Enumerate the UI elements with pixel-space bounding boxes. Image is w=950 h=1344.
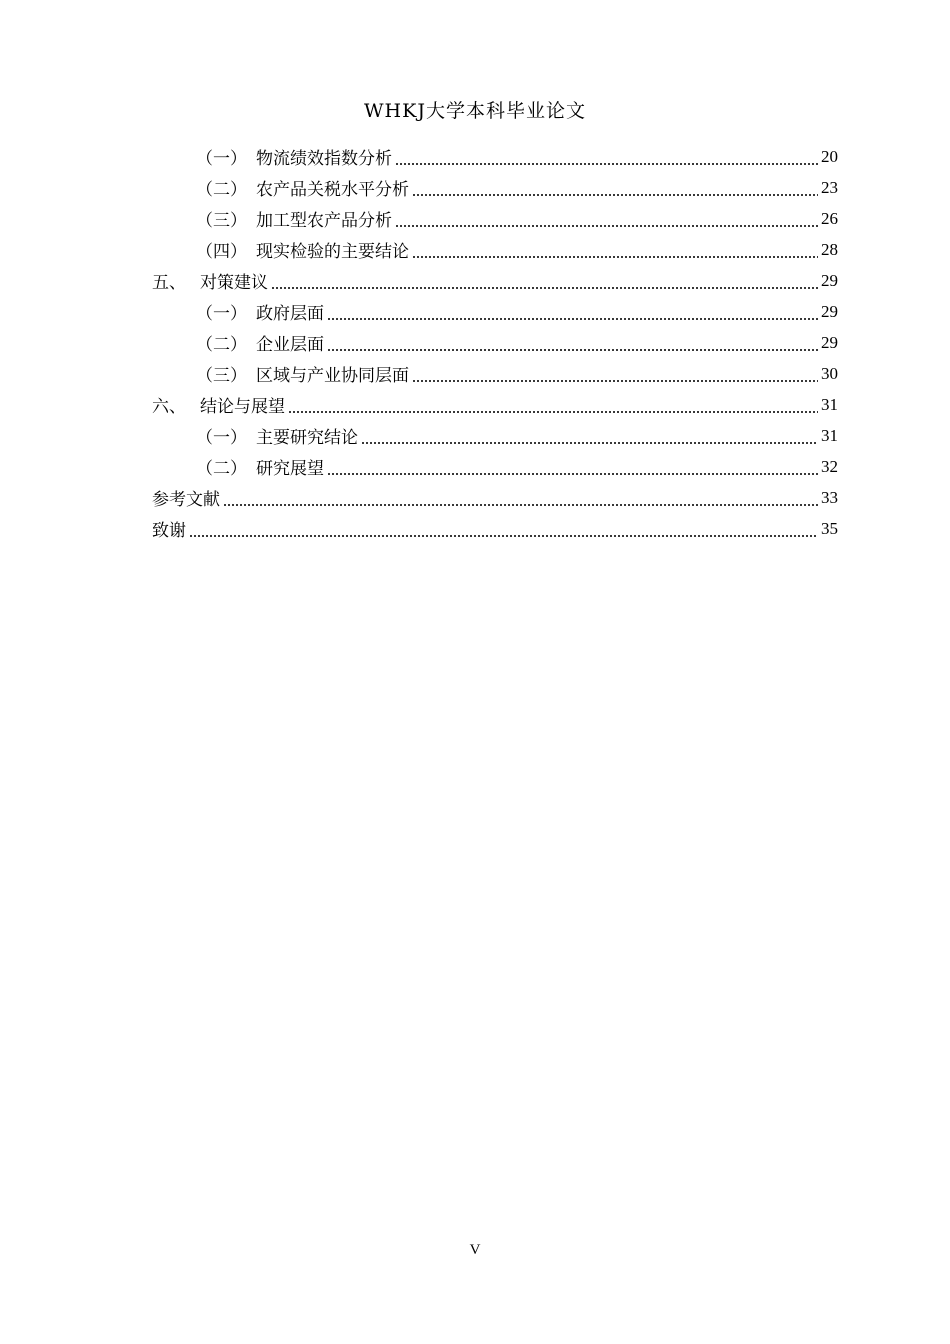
toc-entry[interactable] [152,141,838,172]
toc-entry-number: （三） [196,366,247,386]
toc-entry-page: 32 [821,456,838,476]
toc-entry-page: 31 [821,425,838,445]
toc-entry-page: 20 [821,146,838,166]
toc-dot-leader [361,442,818,444]
toc-entry-number: 六、 [152,397,186,417]
toc-entry-number: （二） [196,459,247,479]
toc-entry-page: 29 [821,301,838,321]
toc-entry-page: 33 [821,487,838,507]
toc-entry-title: 企业层面 [256,335,324,355]
toc-entry-page: 35 [821,518,838,538]
toc-entry-page: 23 [821,177,838,197]
toc-entry-page: 26 [821,208,838,228]
toc-dot-leader [395,163,818,165]
toc-entry[interactable] [152,513,838,544]
toc-dot-leader [412,380,818,382]
toc-dot-leader [327,318,818,320]
toc-entry[interactable] [152,482,838,513]
toc-entry-title: 物流绩效指数分析 [256,149,392,169]
toc-entry[interactable] [152,420,838,451]
toc-dot-leader [271,287,818,289]
toc-entry-number: （三） [196,211,247,231]
toc-entry-title: 致谢 [152,521,186,541]
toc-entry-title: 政府层面 [256,304,324,324]
toc-dot-leader [189,535,818,537]
toc-entry-title: 区域与产业协同层面 [256,366,409,386]
toc-entry-title: 结论与展望 [200,397,285,417]
toc-entry-page: 30 [821,363,838,383]
toc-entry-title: 对策建议 [200,273,268,293]
toc-dot-leader [327,473,818,475]
toc-entry[interactable] [152,234,838,265]
toc-entry-page: 28 [821,239,838,259]
toc-dot-leader [412,256,818,258]
toc-entry-number: 五、 [152,273,186,293]
toc-dot-leader [395,225,818,227]
toc-entry-number: （四） [196,242,247,262]
toc-entry-title: 农产品关税水平分析 [256,180,409,200]
toc-entry-title: 主要研究结论 [256,428,358,448]
toc-entry-title: 现实检验的主要结论 [256,242,409,262]
toc-dot-leader [327,349,818,351]
toc-entry-number: （一） [196,149,247,169]
toc-entry[interactable] [152,451,838,482]
toc-entry-title: 参考文献 [152,490,220,510]
toc-entry-number: （二） [196,180,247,200]
toc-dot-leader [223,504,818,506]
toc-entry[interactable] [152,172,838,203]
toc-entry[interactable] [152,358,838,389]
toc-dot-leader [412,194,818,196]
table-of-contents [152,141,838,544]
toc-entry-number: （一） [196,304,247,324]
page-number: V [469,1242,481,1258]
toc-entry-page: 29 [821,270,838,290]
toc-entry[interactable] [152,265,838,296]
toc-entry[interactable] [152,203,838,234]
toc-entry-title: 加工型农产品分析 [256,211,392,231]
toc-entry[interactable] [152,389,838,420]
toc-entry[interactable] [152,296,838,327]
page-header: WHKJ大学本科毕业论文 [364,100,586,122]
toc-entry-number: （二） [196,335,247,355]
toc-entry-title: 研究展望 [256,459,324,479]
toc-entry-page: 31 [821,394,838,414]
toc-entry-number: （一） [196,428,247,448]
toc-entry[interactable] [152,327,838,358]
toc-entry-page: 29 [821,332,838,352]
toc-dot-leader [288,411,818,413]
